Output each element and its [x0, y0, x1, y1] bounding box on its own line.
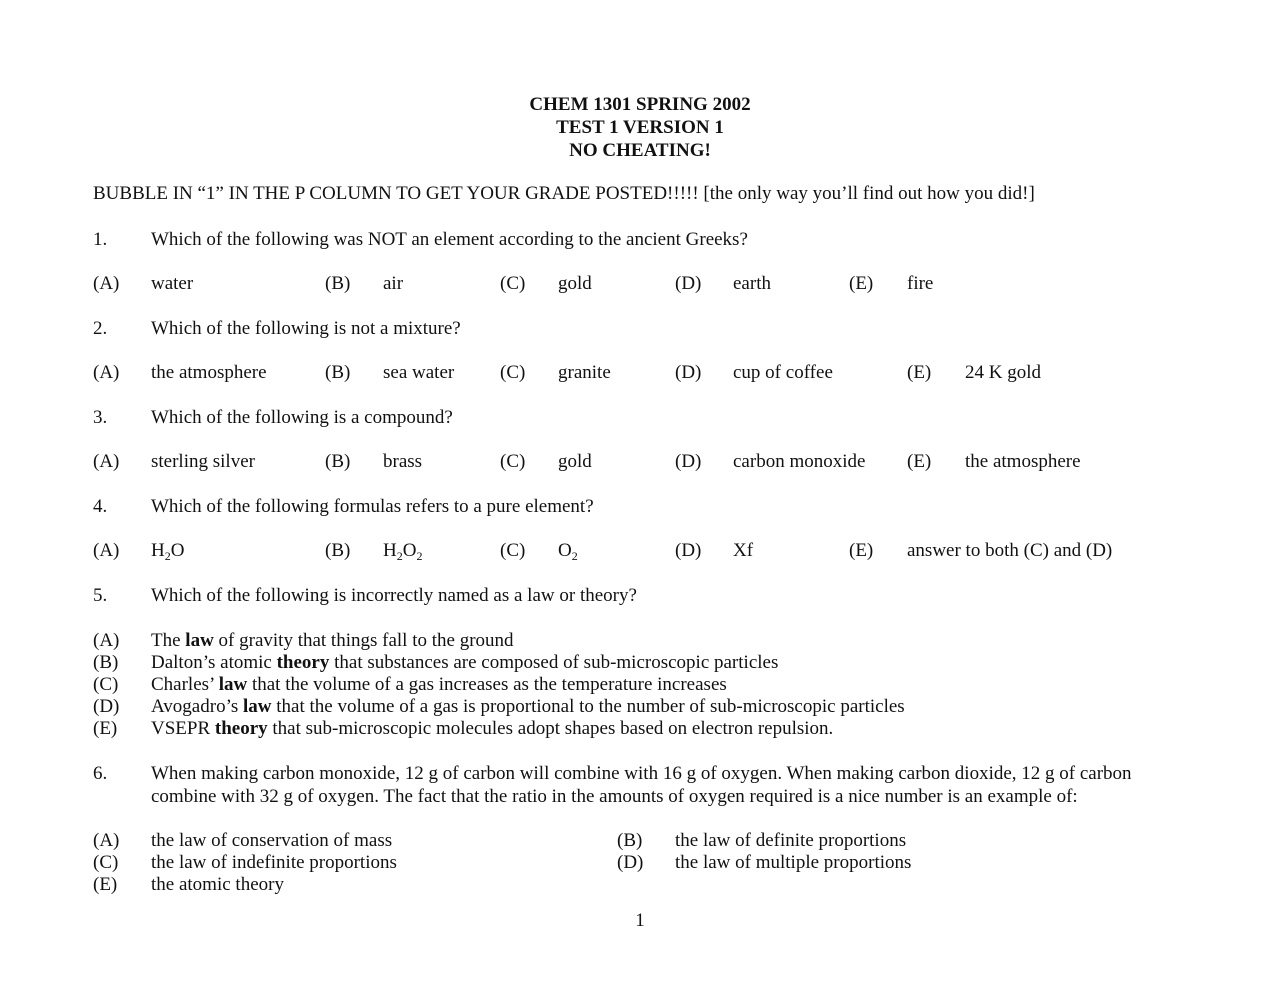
option-text: answer to both (C) and (D) [907, 540, 1113, 561]
option-letter: (E) [907, 451, 932, 472]
question-text: Which of the following is not a mixture? [151, 318, 461, 339]
option-letter: (E) [849, 273, 874, 294]
option-text: Avogadro’s law that the volume of a gas is proportional to the number of sub-microscopic particles [151, 696, 905, 717]
option-letter: (A) [93, 451, 120, 472]
option-text: the atomic theory [151, 874, 284, 895]
option-text: earth [733, 273, 771, 294]
option-text: the atmosphere [965, 451, 1081, 472]
option-text: gold [558, 451, 592, 472]
option-text: VSEPR theory that sub-microscopic molecules adopt shapes based on electron repulsion. [151, 718, 834, 739]
instruction-text: BUBBLE IN “1” IN THE P COLUMN TO GET YOUR GRADE POSTED!!!!! [the only way you’ll find out how you did!] [93, 183, 1035, 204]
option-text: granite [558, 362, 611, 383]
option-text: gold [558, 273, 592, 294]
option-text: fire [907, 273, 934, 294]
option-text: air [383, 273, 404, 294]
exam-title: CHEM 1301 SPRING 2002 [529, 94, 751, 115]
option-text: the law of conservation of mass [151, 830, 393, 851]
question-number: 5. [93, 585, 108, 606]
option-letter: (E) [849, 540, 874, 561]
question-text: When making carbon monoxide, 12 g of carbon will combine with 16 g of oxygen. When making carbon dioxide, 12 g of carbon [151, 763, 1132, 784]
option-letter: (D) [675, 362, 702, 383]
exam-version: TEST 1 VERSION 1 [556, 117, 724, 138]
option-text: carbon monoxide [733, 451, 866, 472]
option-letter: (D) [93, 696, 120, 717]
option-text: the atmosphere [151, 362, 267, 383]
option-letter: (C) [93, 674, 119, 695]
option-letter: (D) [617, 852, 644, 873]
option-text: the law of multiple proportions [675, 852, 912, 873]
option-letter: (C) [500, 451, 526, 472]
option-letter: (B) [93, 652, 119, 673]
option-letter: (C) [500, 273, 526, 294]
option-text: Xf [733, 540, 754, 561]
option-text: cup of coffee [733, 362, 833, 383]
option-text: the law of definite proportions [675, 830, 907, 851]
option-letter: (A) [93, 540, 120, 561]
question-text: Which of the following is incorrectly named as a law or theory? [151, 585, 637, 606]
formula-h2o2: $H_2O_2$ [383, 540, 423, 563]
question-text: Which of the following was NOT an element according to the ancient Greeks? [151, 229, 748, 250]
question-number: 4. [93, 496, 108, 517]
option-letter: (B) [325, 451, 351, 472]
option-text: The law of gravity that things fall to the ground [151, 630, 514, 651]
option-text: water [151, 273, 194, 294]
option-letter: (C) [500, 540, 526, 561]
option-letter: (B) [325, 362, 351, 383]
question-number: 3. [93, 407, 108, 428]
formula-h2o: $H_2O$ [151, 540, 185, 563]
option-letter: (A) [93, 830, 120, 851]
option-letter: (E) [907, 362, 932, 383]
option-letter: (B) [325, 540, 351, 561]
question-text: Which of the following formulas refers to a pure element? [151, 496, 594, 517]
question-number: 1. [93, 229, 108, 250]
option-letter: (A) [93, 630, 120, 651]
exam-warning: NO CHEATING! [569, 140, 711, 161]
option-text: Dalton’s atomic theory that substances are composed of sub-microscopic particles [151, 652, 779, 673]
option-letter: (D) [675, 451, 702, 472]
option-letter: (D) [675, 540, 702, 561]
option-letter: (A) [93, 362, 120, 383]
question-number: 6. [93, 763, 108, 784]
option-letter: (C) [93, 852, 119, 873]
option-text: brass [383, 451, 423, 472]
formula-o2: $O_2$ [558, 540, 578, 563]
question-text: Which of the following is a compound? [151, 407, 453, 428]
option-letter: (D) [675, 273, 702, 294]
option-letter: (E) [93, 874, 118, 895]
option-letter: (E) [93, 718, 118, 739]
option-text: the law of indefinite proportions [151, 852, 397, 873]
page-number: 1 [635, 910, 645, 931]
question-number: 2. [93, 318, 108, 339]
option-letter: (A) [93, 273, 120, 294]
option-letter: (B) [617, 830, 643, 851]
question-text: combine with 32 g of oxygen. The fact that the ratio in the amounts of oxygen required is a nice number is an example of: [151, 786, 1078, 807]
option-letter: (B) [325, 273, 351, 294]
option-text: 24 K gold [965, 362, 1041, 383]
option-letter: (C) [500, 362, 526, 383]
option-text: sterling silver [151, 451, 255, 472]
option-text: Charles’ law that the volume of a gas increases as the temperature increases [151, 674, 727, 695]
option-text: sea water [383, 362, 455, 383]
